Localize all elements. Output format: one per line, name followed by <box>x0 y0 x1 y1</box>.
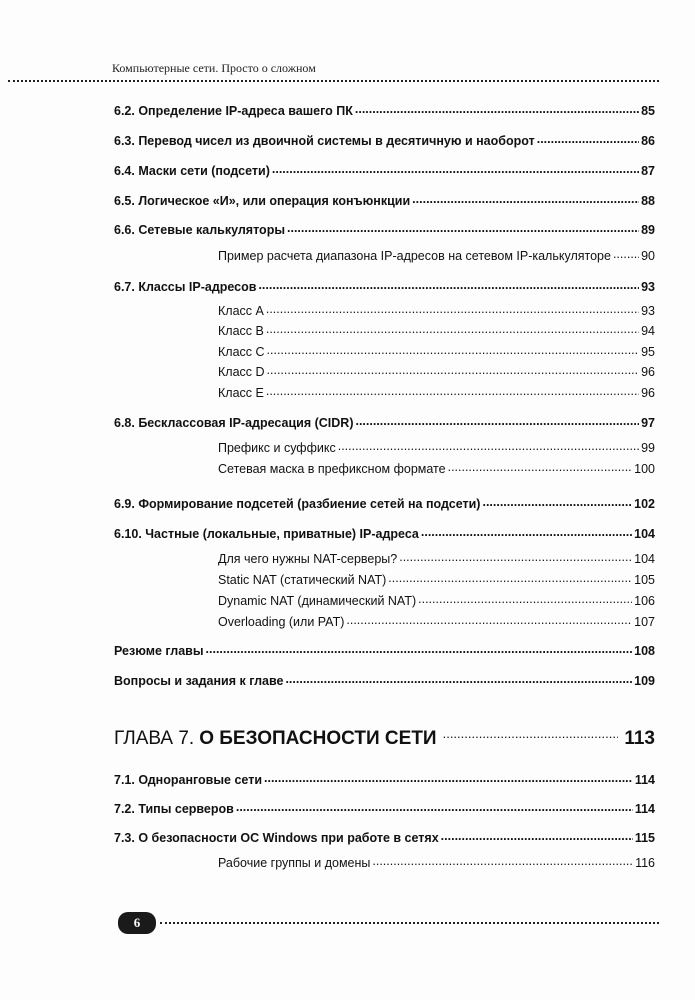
toc-subentry-prefix-mask <box>218 461 655 477</box>
dot-leader <box>287 222 639 234</box>
dot-leader <box>412 193 639 205</box>
dot-leader <box>441 830 633 842</box>
toc-page-number: 94 <box>641 324 655 338</box>
dot-leader <box>537 133 639 145</box>
toc-entry-6-5 <box>114 193 655 209</box>
toc-entry-label: Dynamic NAT (динамический NAT) <box>218 594 417 608</box>
toc-page-number: 85 <box>641 104 655 118</box>
toc-entry-6-4 <box>114 163 655 179</box>
dot-leader <box>372 855 633 867</box>
toc-page-number: 99 <box>641 441 655 455</box>
toc-page-number: 93 <box>641 280 655 294</box>
toc-entry-label: Пример расчета диапазона IP-адресов на сетевом IP-калькуляторе <box>218 249 611 263</box>
toc-page-number: 104 <box>634 527 655 541</box>
toc-entry-label: 7.3. О безопасности ОС Windows при работе в сетях <box>114 831 439 845</box>
toc-entry-label: Static NAT (статический NAT) <box>218 573 387 587</box>
dot-leader <box>266 385 639 397</box>
toc-page-number: 107 <box>634 615 655 629</box>
toc-page-number: 90 <box>641 249 655 263</box>
dot-leader <box>272 163 639 175</box>
toc-page-number: 86 <box>641 134 655 148</box>
toc-entry-label: 6.4. Маски сети (подсети) <box>114 164 270 178</box>
toc-entry-label: 6.2. Определение IP-адреса вашего ПК <box>114 104 353 118</box>
toc-page-number: 95 <box>641 345 655 359</box>
toc-subentry-overloading <box>218 614 655 630</box>
toc-entry-label: Резюме главы <box>114 644 204 658</box>
toc-entry-label: 6.9. Формирование подсетей (разбиение сетей на подсети) <box>114 497 481 511</box>
toc-subentry-class-d <box>218 364 655 380</box>
dot-leader <box>418 593 632 605</box>
toc-entry-label: Класс В <box>218 324 264 338</box>
toc-entry-label: Сетевая маска в префиксном формате <box>218 462 446 476</box>
toc-entry-label: Префикс и суффикс <box>218 441 336 455</box>
dot-leader <box>266 303 639 315</box>
toc-entry-label: Класс А <box>218 304 264 318</box>
dot-leader <box>267 364 640 376</box>
toc-entry-6-9 <box>114 496 655 512</box>
chapter-prefix: ГЛАВА 7. <box>114 728 195 749</box>
dot-leader <box>448 461 633 473</box>
toc-page-number: 106 <box>634 594 655 608</box>
toc-subentry-class-b <box>218 323 655 339</box>
toc-entry-label: 6.7. Классы IP-адресов <box>114 280 257 294</box>
toc-chapter-7 <box>114 727 655 750</box>
toc-page-number: 96 <box>641 386 655 400</box>
dot-leader <box>338 440 639 452</box>
toc-subentry-dynamic-nat <box>218 593 655 609</box>
dot-leader <box>399 551 632 563</box>
dot-leader <box>613 248 639 260</box>
toc-page-number: 113 <box>624 728 655 749</box>
toc-entry-summary <box>114 643 655 659</box>
dot-leader <box>267 344 640 356</box>
dot-leader <box>285 673 632 685</box>
toc-subentry-6-6-example <box>218 248 655 264</box>
dot-leader <box>421 526 632 538</box>
footer-dotted-rule <box>160 922 659 924</box>
toc-entry-6-10 <box>114 526 655 542</box>
dot-leader <box>388 572 632 584</box>
toc-page-number: 114 <box>634 802 655 816</box>
page-number-badge: 6 <box>118 912 156 934</box>
toc-subentry-prefix-suffix <box>218 440 655 456</box>
toc-page-number: 102 <box>634 497 655 511</box>
dot-leader <box>355 415 639 427</box>
toc-entry-label: 6.10. Частные (локальные, приватные) IP-адреса <box>114 527 419 541</box>
toc-entry-6-2 <box>114 103 655 119</box>
toc-entry-label: 7.1. Одноранговые сети <box>114 773 262 787</box>
toc-entry-label: Класс С <box>218 345 265 359</box>
dot-leader <box>264 772 633 784</box>
toc-page-number: 93 <box>641 304 655 318</box>
toc-entry-label: Overloading (или PAT) <box>218 615 345 629</box>
toc-entry-label: 6.5. Логическое «И», или операция конъюнкции <box>114 194 411 208</box>
toc-entry-6-8 <box>114 415 655 431</box>
toc-page-number: 114 <box>634 773 655 787</box>
dot-leader <box>236 801 633 813</box>
toc-page-number: 108 <box>634 644 655 658</box>
toc-page-number: 100 <box>634 462 655 476</box>
running-header: Компьютерные сети. Просто о сложном <box>112 61 316 75</box>
toc-page-number: 105 <box>634 573 655 587</box>
dot-leader <box>206 643 633 655</box>
dot-leader <box>258 279 639 291</box>
dot-leader <box>443 727 619 744</box>
toc-subentry-class-c <box>218 344 655 360</box>
toc-subentry-class-a <box>218 303 655 319</box>
toc-page-number: 104 <box>634 552 655 566</box>
toc-page-number: 89 <box>641 223 655 237</box>
chapter-title: О БЕЗОПАСНОСТИ СЕТИ <box>199 728 437 749</box>
header-dotted-rule <box>8 80 659 82</box>
toc-entry-7-1 <box>114 772 655 788</box>
toc-subentry-static-nat <box>218 572 655 588</box>
toc-entry-questions <box>114 673 655 689</box>
toc-entry-label: Вопросы и задания к главе <box>114 674 284 688</box>
toc-entry-label: Рабочие группы и домены <box>218 856 371 870</box>
toc-entry-label: Класс D <box>218 365 265 379</box>
toc-entry-label: 7.2. Типы серверов <box>114 802 234 816</box>
toc-entry-label: Класс Е <box>218 386 264 400</box>
toc-subentry-workgroups <box>218 855 655 871</box>
toc-entry-6-7 <box>114 279 655 295</box>
toc-entry-6-3 <box>114 133 655 149</box>
toc-entry-label: 6.6. Сетевые калькуляторы <box>114 223 286 237</box>
toc-subentry-nat-servers <box>218 551 655 567</box>
toc-page-number: 96 <box>641 365 655 379</box>
toc-entry-label: 6.3. Перевод чисел из двоичной системы в десятичную и наоборот <box>114 134 535 148</box>
toc-page-number: 115 <box>634 831 655 845</box>
toc-page-number: 109 <box>634 674 655 688</box>
toc-page-number: 87 <box>641 164 655 178</box>
toc-page-number: 97 <box>641 416 655 430</box>
toc-entry-7-3 <box>114 830 655 846</box>
toc-entry-label: 6.8. Бесклассовая IP-адресация (CIDR) <box>114 416 354 430</box>
toc-page-number: 116 <box>635 856 655 870</box>
toc-entry-label: Для чего нужны NAT-серверы? <box>218 552 398 566</box>
dot-leader <box>355 103 639 115</box>
dot-leader <box>346 614 632 626</box>
toc-entry-6-6 <box>114 222 655 238</box>
toc-subentry-class-e <box>218 385 655 401</box>
toc-page-number: 88 <box>641 194 655 208</box>
dot-leader <box>266 323 639 335</box>
dot-leader <box>482 496 632 508</box>
toc-entry-7-2 <box>114 801 655 817</box>
